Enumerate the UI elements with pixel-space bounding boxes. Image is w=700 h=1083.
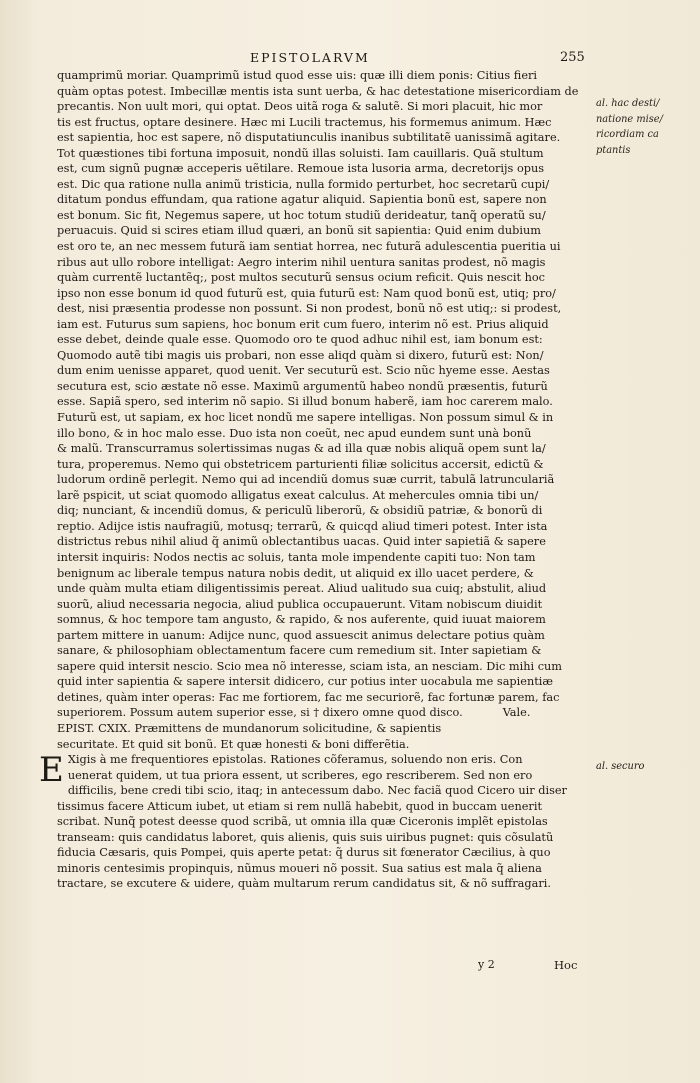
text-line: dest, nisi præsentia prodesse non possunt. Si non prodest, bonũ nõ est utiq;: si prodest, bbox=[57, 302, 562, 316]
text-line: quamprimũ moriar. Quamprimũ istud quod esse uis: quæ illi diem ponis: Citius fieri bbox=[57, 69, 538, 82]
text-line: ribus aut ullo robore intelligat: Aegro interim nihil uentura sanitas prodest, nõ magis bbox=[57, 255, 546, 269]
text-line: est bonum. Sic fit, Negemus sapere, ut hoc totum studiũ derideatur, tanq̃ operatũ su/ bbox=[57, 208, 546, 222]
text-line: sapere quid intersit nescio. Scio mea nõ interesse, sciam ista, an nesciam. Dic mihi cum bbox=[57, 659, 563, 673]
epistle-heading bbox=[57, 721, 587, 752]
text-line: districtus rebus nihil aliud q̃ animũ oblectantibus uacas. Quid inter sapietiã & sapere bbox=[57, 535, 546, 549]
letter-body bbox=[57, 68, 587, 705]
text-line: est sapientia, hoc est sapere, nõ disputatiunculis inanibus subtilitatẽ uanissimã agitare. bbox=[57, 131, 561, 145]
text-line: Tot quæstiones tibi fortuna imposuit, nondũ illas soluisti. Iam cauillaris. Quã stultum bbox=[57, 146, 544, 160]
second-paragraph-lines bbox=[57, 752, 587, 892]
running-title: EPISTOLARVM bbox=[250, 50, 370, 65]
text-line: tura, properemus. Nemo qui obstetricem parturienti filiæ solicitus accersit, edictũ & bbox=[57, 457, 544, 471]
text-line: detines, quàm inter operas: Fac me fortiorem, fac me securiorẽ, fac fortunæ parem, fac bbox=[57, 690, 560, 704]
text-line: dum enim uenisse apparet, quod uenit. Ver secuturũ est. Scio nũc hyeme esse. Aestas bbox=[57, 364, 550, 378]
text-line: secutura est, scio æstate nõ esse. Maximũ argumentũ habeo nondũ præsentis, futurũ bbox=[57, 379, 548, 393]
margin-note: ricordiam ca bbox=[596, 129, 659, 140]
text-line: uenerat quidem, ut tua priora essent, ut scriberes, ego rescriberem. Sed non ero bbox=[67, 768, 533, 782]
text-line: precantis. Non uult mori, qui optat. Deos uitã roga & salutẽ. Si mori placuit, hic mor bbox=[57, 100, 543, 114]
text-line: esse debet, deinde quale esse. Quomodo oro te quod adhuc nihil est, iam bonum est: bbox=[57, 333, 543, 347]
text-line: unde quàm multa etiam diligentissimis pereat. Aliud ualitudo sua cuiq; abstulit, aliud bbox=[57, 582, 547, 596]
margin-note: natione mise/ bbox=[596, 113, 663, 125]
margin-note-securo: al. securo bbox=[596, 761, 645, 772]
text-line: ludorum ordinẽ perlegit. Nemo qui ad incendiũ domus suæ currit, tabulã latrunculariã bbox=[57, 473, 555, 487]
catchword: Hoc bbox=[554, 958, 578, 972]
running-head bbox=[0, 50, 700, 70]
text-line: suorũ, aliud necessaria negocia, aliud publica occupauerunt. Vitam nobiscum diuidit bbox=[57, 597, 543, 611]
second-paragraph bbox=[39, 750, 587, 892]
closing-line bbox=[57, 705, 587, 721]
initial-letter: E bbox=[39, 750, 64, 791]
text-line: esse. Sapiã spero, sed interim nõ sapio. Si illud bonum haberẽ, iam hoc carerem malo. bbox=[57, 395, 553, 409]
text-line: benignum ac liberale tempus natura nobis dedit, ut aliquid ex illo uacet perdere, & bbox=[57, 566, 534, 580]
text-line: diq; nunciant, & incendiũ domus, & periculũ liberorũ, & obsidiũ patriæ, & bonorũ di bbox=[57, 504, 543, 518]
text-line: quàm optas potest. Imbecillæ mentis ista sunt uerba, & hac detestatione misericordiam de bbox=[57, 84, 579, 98]
epistle-heading-line-1: EPIST. CXIX. Præmittens de mundanorum solicitudine, & sapientis bbox=[57, 721, 442, 735]
text-line: difficilis, bene credi tibi scio, itaq; in antecessum dabo. Nec faciã quod Cicero uir diser bbox=[67, 784, 567, 798]
text-line: quid inter sapientia & sapere intersit didicero, cur potius inter uocabula me sapientiæ bbox=[57, 675, 554, 689]
text-line: Futurũ est, ut sapiam, ex hoc licet nondũ me sapere intelligas. Non possum simul & in bbox=[57, 411, 554, 425]
text-line: quàm currentẽ luctantẽq;, post multos secuturũ sensus ocium reficit. Quis nescit hoc bbox=[57, 271, 545, 285]
text-line: fiducia Cæsaris, quis Pompei, quis aperte petat: q̃ durus sit fœnerator Cæcilius, à quo bbox=[57, 846, 551, 860]
text-line: ditatum pondus effundam, qua ratione agatur aliquid. Sapientia bonũ est, sapere non bbox=[57, 193, 547, 207]
text-line: est oro te, an nec messem futurã iam sentiat horrea, nec futurã adulescentia pueritia ui bbox=[57, 240, 561, 254]
epistle-heading-line-2: securitate. Et quid sit bonũ. Et quæ honesti & boni differẽtia. bbox=[57, 737, 410, 751]
page-number: 255 bbox=[560, 50, 585, 65]
text-line: scribat. Nunq̃ potest deesse quod scribã, ut omnia illa quæ Ciceronis implẽt epistolas bbox=[57, 815, 548, 829]
text-line: intersit inquiris: Nodos nectis ac soluis, tanta mole impendente capiti tuo: Non tam bbox=[57, 550, 536, 564]
text-line: Quomodo autẽ tibi magis uis probari, non esse aliqd quàm si dixero, futurũ est: Non/ bbox=[57, 348, 544, 362]
margin-notes bbox=[596, 96, 696, 158]
text-line: tis est fructus, optare desinere. Hæc mi Lucili tractemus, his formemus animum. Hæc bbox=[57, 115, 552, 129]
text-line: minoris centesimis propinquis, nũmus moueri nõ possit. Sua satius est mala q̃ aliena bbox=[57, 861, 542, 875]
text-line: larẽ pspicit, ut sciat quomodo alligatus exeat calculus. At mehercules omnia tibi un/ bbox=[57, 488, 539, 502]
text-line: ipso non esse bonum id quod futurũ est, quia futurũ est: Nam quod bonũ est, utiq; pro/ bbox=[57, 286, 556, 300]
main-text bbox=[39, 68, 587, 892]
closing-text: superiorem. Possum autem superior esse, si † dixero omne quod disco. bbox=[57, 706, 463, 720]
text-line: iam est. Futurus sum sapiens, hoc bonum erit cum fuero, interim nõ est. Prius aliquid bbox=[57, 317, 549, 331]
text-line: illo bono, & in hoc malo esse. Duo ista non coeũt, nec apud eundem sunt unà bonũ bbox=[57, 426, 532, 440]
text-line: & malũ. Transcurramus solertissimas nugas & ad illa quæ nobis aliquã opem sunt la/ bbox=[57, 442, 546, 456]
text-line: tractare, se excutere & uidere, quàm multarum rerum candidatus sit, & nõ suffragari. bbox=[57, 877, 551, 891]
text-line: reptio. Adijce istis naufragiũ, motusq; terrarũ, & quicqd aliud timeri potest. Inter ista bbox=[57, 519, 548, 533]
text-line: transeam: quis candidatus laboret, quis alienis, quis suis uiribus pugnet: quis cõsulatũ bbox=[57, 830, 554, 844]
margin-note: ptantis bbox=[596, 144, 631, 156]
text-line: somnus, & hoc tempore tam angusto, & rapido, & nos auferente, quid iuuat maiorem bbox=[57, 613, 546, 627]
text-line: peruacuis. Quid si scires etiam illud quæri, an bonũ sit sapientia: Quid enim dubium bbox=[57, 224, 541, 238]
text-line: sanare, & philosophiam oblectamentum facere cum remedium sit. Inter sapietiam & bbox=[57, 644, 542, 658]
vale-word: Vale. bbox=[502, 706, 531, 720]
text-line: Xigis à me frequentiores epistolas. Rationes cõferamus, soluendo non eris. Con bbox=[67, 753, 523, 767]
signature-mark: y 2 bbox=[478, 958, 495, 971]
text-line: est, cum signũ pugnæ acceperis uẽtilare. Remoue ista lusoria arma, decretorijs opus bbox=[57, 162, 545, 176]
text-line: tissimus facere Atticum iubet, ut etiam si rem nullã habebit, quod in buccam uenerit bbox=[57, 799, 542, 813]
text-line: partem mittere in uanum: Adijce nunc, quod assuescit animus delectare potius quàm bbox=[57, 628, 545, 642]
text-line: est. Dic qua ratione nulla animũ tristicia, nulla formido perturbet, hoc secretarũ cupi/ bbox=[57, 177, 550, 191]
margin-note: al. hac desti/ bbox=[596, 98, 660, 109]
